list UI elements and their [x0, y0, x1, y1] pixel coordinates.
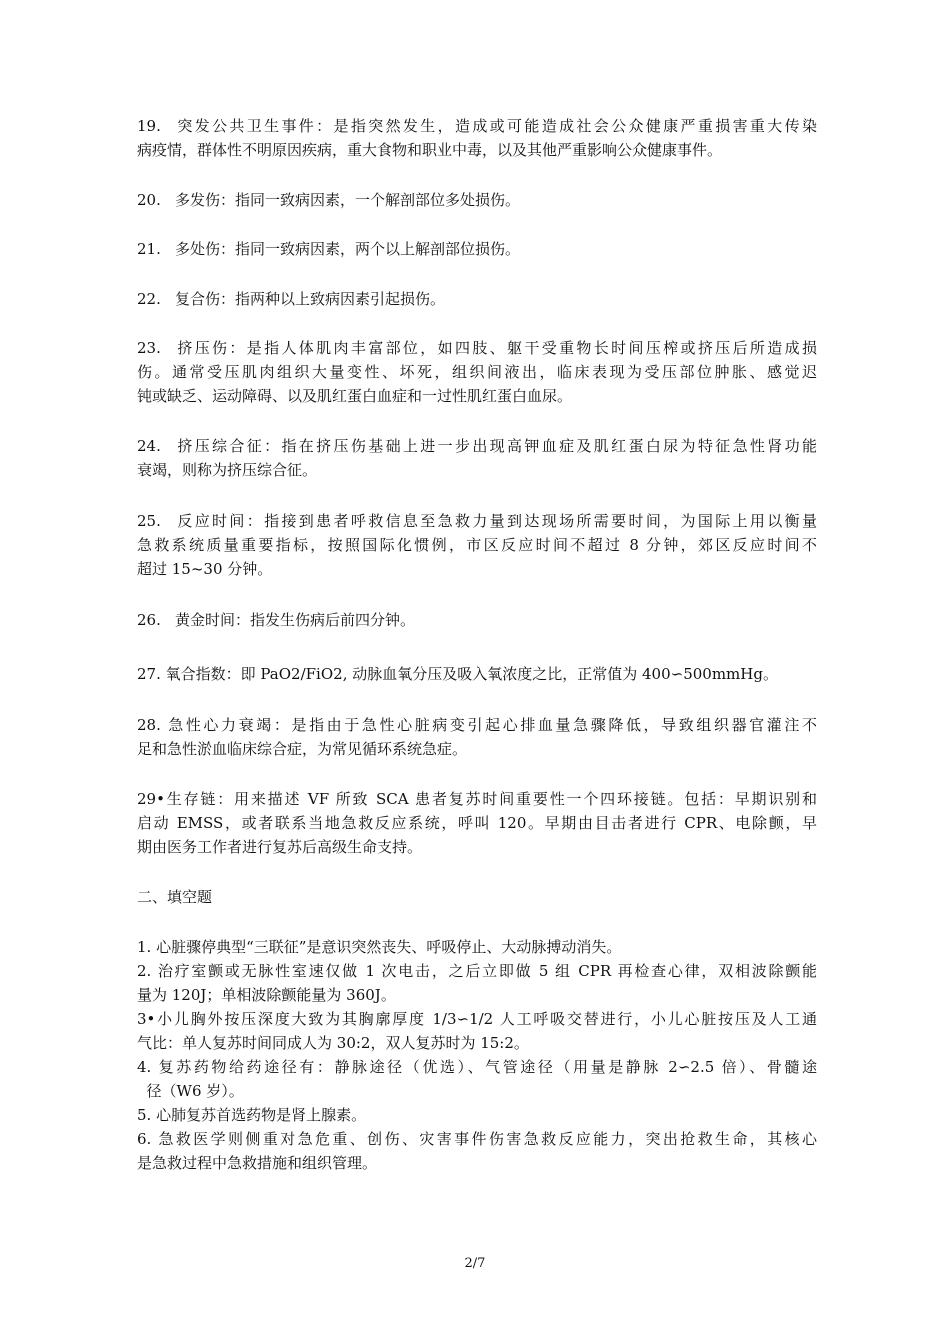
line-text: 钝或缺乏、运动障碍、以及肌红蛋白血症和一过性肌红蛋白血尿。	[137, 387, 573, 405]
item-number: 20.	[137, 191, 161, 209]
fill-blank-item-1: 1. 心脏骤停典型“三联征”是意识突然丧失、呼吸停止、大动脉搏动消失。	[137, 938, 622, 956]
line-text: 27. 氧合指数：即 PaO2/FiO2, 动脉血氧分压及吸入氧浓度之比，正常值为 400∽500mmHg。	[137, 665, 778, 683]
definition-item-29	[137, 787, 817, 859]
line-text: 28. 急性心力衰竭：是指由于急性心脏病变引起心排血量急骤降低，导致组织器官灌注不	[137, 716, 817, 734]
line-text: 病疫情，群体性不明原因疾病，重大食物和职业中毒，以及其他严重影响公众健康事件。	[137, 141, 723, 159]
line-text: 急救系统质量重要指标，按照国际化惯例，市区反应时间不超过 8 分钟，郊区反应时间不	[137, 536, 817, 554]
line-text: 足和急性淤血临床综合症，为常见循环系统急症。	[137, 740, 468, 758]
fill-blank-item-4-cont: 径（W6 岁）。	[137, 1082, 244, 1100]
definition-item-25	[137, 509, 817, 581]
fill-blank-list	[137, 935, 817, 1175]
definition-item-26	[137, 608, 817, 632]
line-text: 反应时间：指接到患者呼救信息至急救力量到达现场所需要时间，为国际上用以衡量	[175, 512, 817, 530]
line-text: 衰竭，则称为挤压综合征。	[137, 461, 318, 479]
item-number: 22.	[137, 290, 161, 308]
item-number: 24.	[137, 437, 161, 455]
line-text: 突发公共卫生事件：是指突然发生，造成或可能造成社会公众健康严重损害重大传染	[175, 117, 817, 135]
line-text: 伤。通常受压肌肉组织大量变性、坏死，组织间液出，临床表现为受压部位肿胀、感觉迟	[137, 363, 817, 381]
item-number: 25.	[137, 512, 161, 530]
definition-item-19	[137, 114, 817, 162]
item-number: 26.	[137, 611, 161, 629]
fill-blank-item-3-cont: 气比：单人复苏时间同成人为 30:2，双人复苏时为 15:2。	[137, 1034, 529, 1052]
definition-item-24	[137, 434, 817, 482]
definition-item-22	[137, 287, 817, 311]
page-number: 2/7	[464, 1256, 486, 1271]
line-text: 黄金时间：指发生伤病后前四分钟。	[175, 611, 416, 629]
definition-item-21	[137, 237, 817, 261]
definition-item-23	[137, 336, 817, 408]
fill-blank-item-4: 4. 复苏药物给药途径有：静脉途径（优选）、气管途径（用量是静脉 2∽2.5 倍）、骨髓途	[137, 1058, 817, 1076]
fill-blank-item-2-cont: 量为 120J；单相波除颤能量为 360J。	[137, 986, 396, 1004]
line-text: 期由医务工作者进行复苏后高级生命支持。	[137, 838, 423, 856]
line-text: 复合伤：指两种以上致病因素引起损伤。	[175, 290, 446, 308]
fill-blank-item-6: 6. 急救医学则侧重对急危重、创伤、灾害事件伤害急救反应能力，突出抢救生命，其核心	[137, 1130, 817, 1148]
fill-blank-item-3: 3•小儿胸外按压深度大致为其胸廓厚度 1/3∽1/2 人工呼吸交替进行，小儿心脏按压及人工通	[137, 1010, 817, 1028]
section-heading	[137, 885, 817, 909]
line-text: 启动 EMSS，或者联系当地急救反应系统，呼叫 120。早期由目击者进行 CPR、电除颤，早	[137, 814, 817, 832]
definition-item-27	[137, 662, 817, 686]
fill-blank-item-5: 5. 心肺复苏首选药物是肾上腺素。	[137, 1106, 367, 1124]
fill-blank-item-6-cont: 是急救过程中急救措施和组织管理。	[137, 1154, 378, 1172]
line-text: 多发伤：指同一致病因素，一个解剖部位多处损伤。	[175, 191, 521, 209]
definition-item-28	[137, 713, 817, 761]
line-text: 多处伤：指同一致病因素，两个以上解剖部位损伤。	[175, 240, 521, 258]
line-text: 29•生存链：用来描述 VF 所致 SCA 患者复苏时间重要性一个四环接链。包括：早期识别和	[137, 790, 817, 808]
definition-item-20	[137, 188, 817, 212]
section-title: 二、填空题	[137, 888, 213, 906]
item-number: 19.	[137, 117, 161, 135]
item-number: 23.	[137, 339, 161, 357]
line-text: 超过 15~30 分钟。	[137, 560, 273, 578]
line-text: 挤压伤：是指人体肌肉丰富部位，如四肢、躯干受重物长时间压榨或挤压后所造成损	[175, 339, 817, 357]
fill-blank-item-2: 2. 治疗室颤或无脉性室速仅做 1 次电击，之后立即做 5 组 CPR 再检查心律，双相波除颤能	[137, 962, 817, 980]
line-text: 挤压综合征：指在挤压伤基础上进一步出现高钾血症及肌红蛋白尿为特征急性肾功能	[175, 437, 817, 455]
item-number: 21.	[137, 240, 161, 258]
